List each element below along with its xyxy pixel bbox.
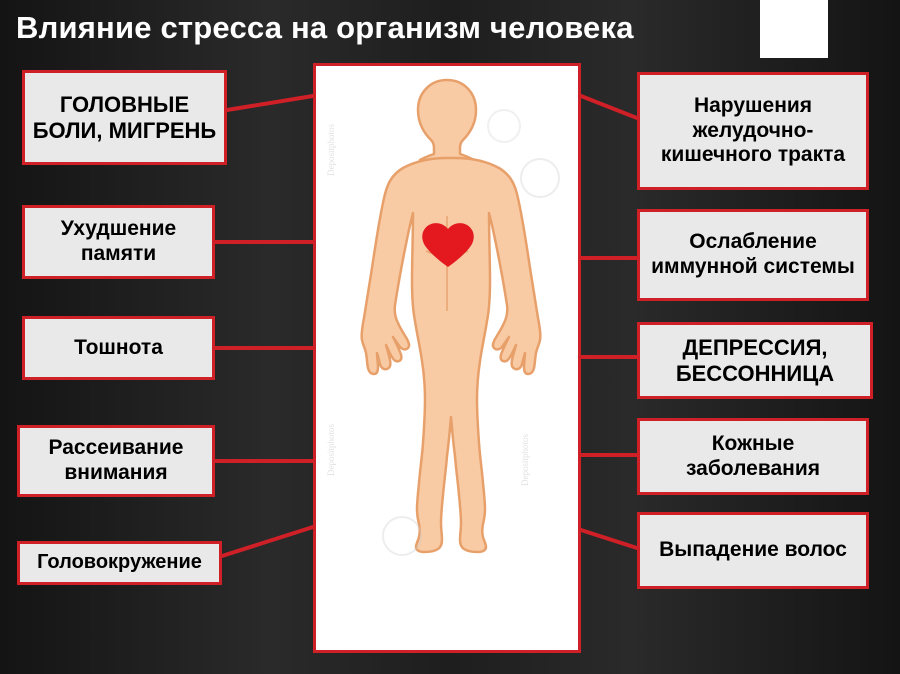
label-gi-tract-text: Нарушения желудочно-кишечного тракта <box>660 93 846 167</box>
label-headache-text: ГОЛОВНЫЕ БОЛИ, МИГРЕНЬ <box>32 91 217 143</box>
label-dizziness-text: Головокружение <box>37 551 202 574</box>
human-body-silhouette <box>316 66 578 650</box>
watermark-ring-icon <box>521 159 559 197</box>
label-immune-text: Ослабление иммунной системы <box>651 230 855 278</box>
title-white-block <box>760 0 828 58</box>
label-hair-loss-text: Выпадение волос <box>659 538 847 562</box>
watermark-ring-icon <box>488 110 520 142</box>
label-nausea[interactable] <box>22 316 215 380</box>
label-gi-tract[interactable] <box>637 72 869 190</box>
label-skin[interactable] <box>637 418 869 495</box>
label-depression[interactable] <box>637 322 873 399</box>
label-depression-text: ДЕПРЕССИЯ, БЕССОННИЦА <box>675 334 835 386</box>
page-title <box>0 0 760 56</box>
page-title-text: Влияние стресса на организм человека <box>16 10 634 45</box>
human-figure-panel <box>313 63 581 653</box>
label-attention[interactable] <box>17 425 215 497</box>
label-attention-text: Рассеивание внимания <box>48 436 184 484</box>
label-nausea-text: Тошнота <box>74 335 163 359</box>
label-memory[interactable] <box>22 205 215 279</box>
label-immune[interactable] <box>637 209 869 301</box>
watermark-text: Depositphotos <box>520 433 530 486</box>
label-dizziness[interactable] <box>17 541 222 585</box>
watermark-ring-icon <box>383 517 421 555</box>
label-memory-text: Ухудшение памяти <box>60 217 177 265</box>
watermark-text: Depositphotos <box>326 423 336 476</box>
watermark-text: Depositphotos <box>326 123 336 176</box>
label-headache[interactable] <box>22 70 227 165</box>
label-skin-text: Кожные заболевания <box>685 431 821 480</box>
label-hair-loss[interactable] <box>637 512 869 589</box>
